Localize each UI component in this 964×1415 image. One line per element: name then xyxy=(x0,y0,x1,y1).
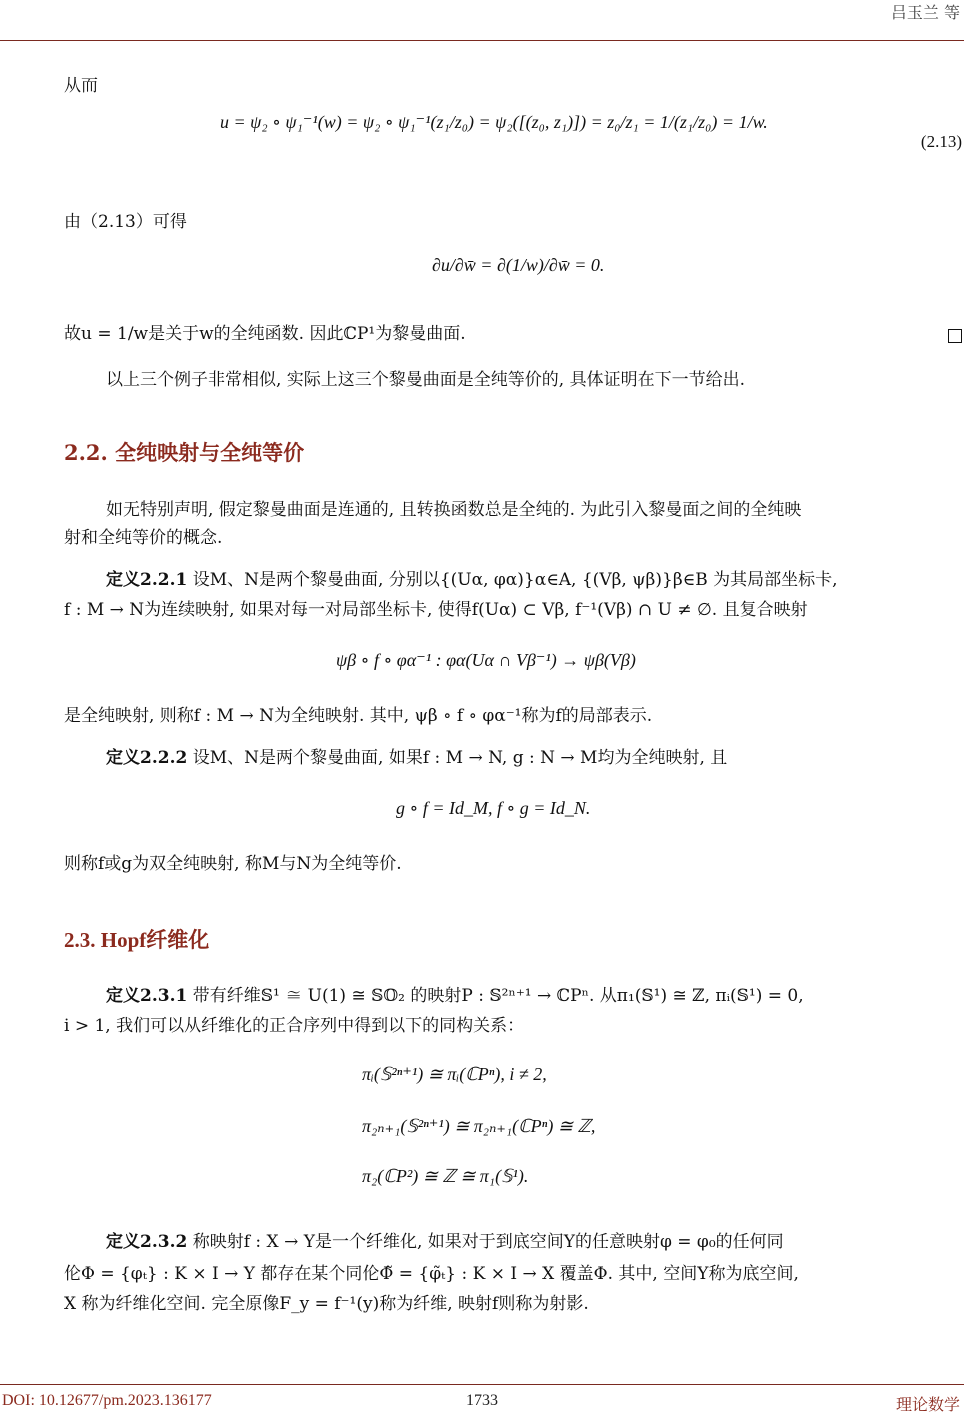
definition-label: 定义2.2.1 xyxy=(106,570,188,590)
paragraph-conclusion: 故u = 1/w是关于w的全纯函数. 因此ℂP¹为黎曼曲面. xyxy=(64,324,466,344)
paragraph-from-213: 由（2.13）可得 xyxy=(64,212,187,232)
footer-doi-link[interactable]: DOI: 10.12677/pm.2023.136177 xyxy=(2,1392,212,1409)
qed-square-icon xyxy=(948,329,962,343)
definition-2-2-2-line2: 则称f或g为双全纯映射, 称M与N为全纯等价. xyxy=(64,854,402,874)
equation-local-representation: ψβ ∘ f ∘ φα⁻¹ : φα(Uα ∩ Vβ⁻¹) → ψβ(Vβ) xyxy=(336,650,636,670)
paragraph-assumption-line1: 如无特别声明, 假定黎曼曲面是连通的, 且转换函数总是全纯的. 为此引入黎曼面之间的全纯映 xyxy=(106,500,802,520)
definition-2-2-1-line3: 是全纯映射, 则称f : M → N为全纯映射. 其中, ψβ ∘ f ∘ φα⁻¹称为f的局部表示. xyxy=(64,706,653,726)
definition-2-2-2-line1 xyxy=(106,744,964,772)
definition-2-2-1-line1 xyxy=(106,566,964,594)
definition-2-3-1-line1 xyxy=(106,982,964,1010)
definition-2-2-1-line2: f : M → N为连续映射, 如果对每一对局部坐标卡, 使得f(Uα) ⊂ Vβ, f⁻¹(Vβ) ∩ U ≠ ∅. 且复合映射 xyxy=(64,600,808,620)
definition-label: 定义2.2.2 xyxy=(106,748,188,768)
footer-journal-name: 理论数学 xyxy=(895,1395,960,1414)
definition-text: 带有纤维𝕊¹ ≅ U(1) ≅ 𝕊𝕆₂ 的映射P : 𝕊²ⁿ⁺¹ → ℂPⁿ. 从π₁(𝕊¹) ≅ ℤ, πᵢ(𝕊¹) = 0, xyxy=(192,986,804,1006)
equation-derivative: ∂u/∂w̄ = ∂(1/w)/∂w̄ = 0. xyxy=(432,255,605,275)
definition-text: 称映射f : X → Y是一个纤维化, 如果对于到底空间Y的任意映射φ = φ₀的任何同 xyxy=(192,1232,784,1252)
definition-2-3-1-line2: i > 1, 我们可以从纤维化的正合序列中得到以下的同构关系： xyxy=(64,1016,525,1036)
paragraph-assumption-line2: 射和全纯等价的概念. xyxy=(64,528,223,548)
definition-label: 定义2.3.1 xyxy=(106,986,188,1006)
definition-2-3-2-line3: X 称为纤维化空间. 完全原像F_y = f⁻¹(y)称为纤维, 映射f则称为射影. xyxy=(64,1294,589,1314)
definition-label: 定义2.3.2 xyxy=(106,1232,188,1252)
equation-number-2-13: (2.13) xyxy=(920,132,962,151)
paragraph-similarity: 以上三个例子非常相似, 实际上这三个黎曼曲面是全纯等价的, 具体证明在下一节给出. xyxy=(106,370,746,390)
equation-homotopy-3: π₂(ℂP²) ≅ ℤ ≅ π₁(𝕊¹). xyxy=(362,1166,529,1186)
section-heading-2-2: 2.2. 全纯映射与全纯等价 xyxy=(64,440,305,465)
equation-identity: g ∘ f = Id_M, f ∘ g = Id_N. xyxy=(396,798,591,818)
equation-homotopy-2: π₂ₙ₊₁(𝕊²ⁿ⁺¹) ≅ π₂ₙ₊₁(ℂPⁿ) ≅ ℤ, xyxy=(362,1116,596,1136)
equation-2-13: u = ψ₂ ∘ ψ₁⁻¹(w) = ψ₂ ∘ ψ₁⁻¹(z₁/z₀) = ψ₂([(z₀, z₁)]) = z₀/z₁ = 1/(z₁/z₀) = 1/w. xyxy=(220,112,768,132)
definition-text: 设M、N是两个黎曼曲面, 如果f : M → N, g : N → M均为全纯映射, 且 xyxy=(192,748,728,768)
section-heading-2-3: 2.3. Hopf纤维化 xyxy=(64,928,210,952)
equation-homotopy-1: πᵢ(𝕊²ⁿ⁺¹) ≅ πᵢ(ℂPⁿ), i ≠ 2, xyxy=(362,1064,547,1084)
definition-text: 设M、N是两个黎曼曲面, 分别以{(Uα, φα)}α∈A, {(Vβ, ψβ)}β∈B 为其局部坐标卡, xyxy=(192,570,838,590)
header-rule xyxy=(0,40,964,41)
definition-2-3-2-line1 xyxy=(106,1228,964,1256)
footer-page-number: 1733 xyxy=(466,1392,498,1409)
definition-2-3-2-line2: 伦Φ = {φₜ} : K × I → Y 都存在某个同伦Φ̃ = {φ̃ₜ} : K × I → X 覆盖Φ. 其中, 空间Y称为底空间, xyxy=(64,1264,799,1284)
running-header-author: 吕玉兰 等 xyxy=(890,3,960,22)
paragraph-thus: 从而 xyxy=(64,76,98,96)
footer-rule xyxy=(0,1384,964,1385)
